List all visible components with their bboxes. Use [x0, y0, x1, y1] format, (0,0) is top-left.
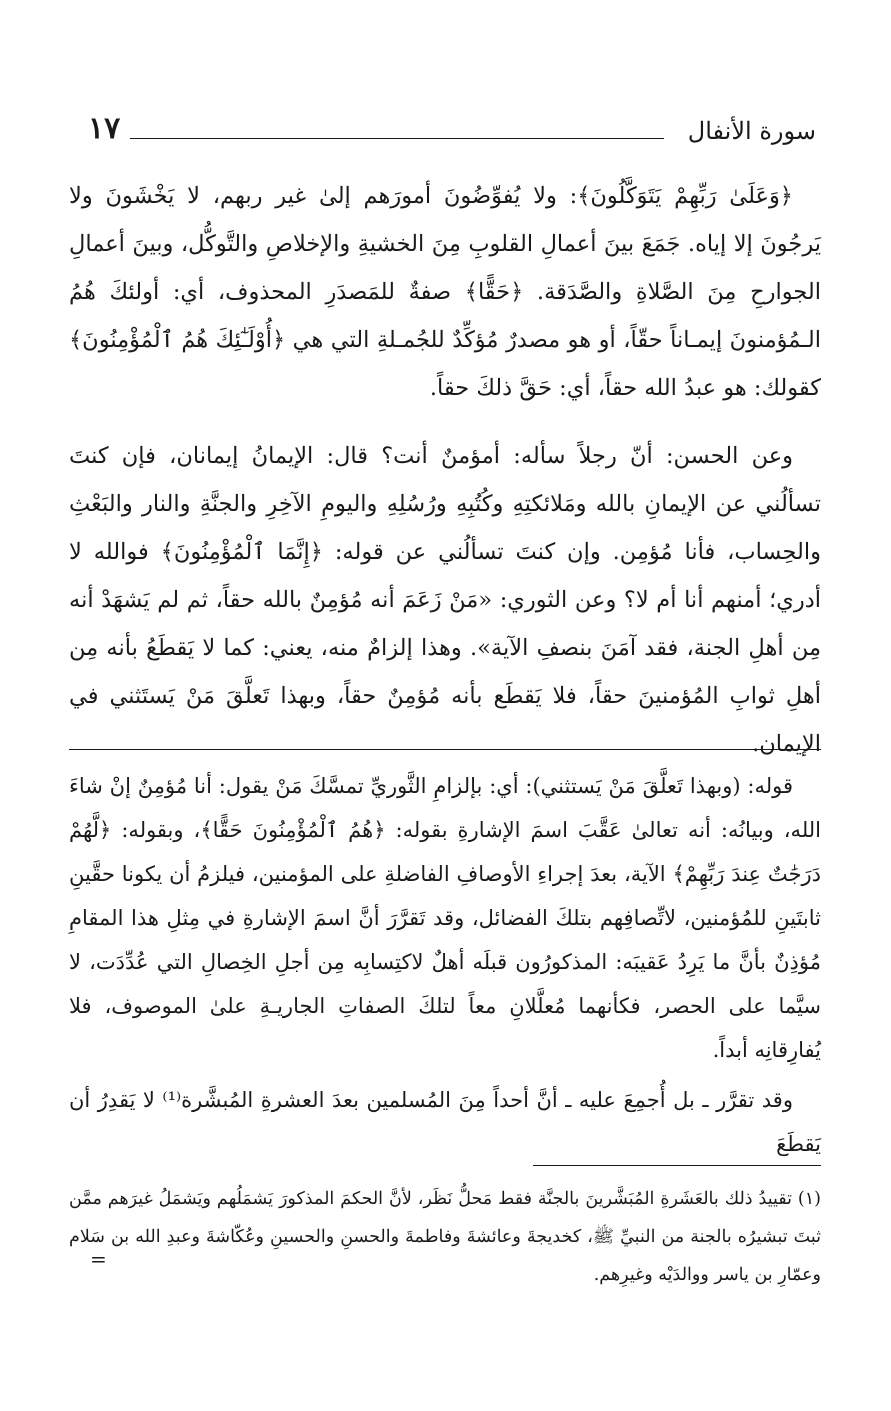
commentary-paragraph: وقد تقرَّر ـ بل أُجمِعَ عليه ـ أنَّ أحداً مِنَ المُسلمين بعدَ العشرةِ المُبشَّرة⁽¹⁾ لا يَقدِرُ أن يَقطَعَ: [69, 1088, 821, 1156]
section-divider: [69, 749, 821, 750]
header-rule: [130, 138, 664, 139]
continuation-mark: =: [90, 1247, 107, 1271]
commentary-text: [69, 764, 821, 1166]
main-paragraph: وعن الحسن: أنّ رجلاً سأله: أمؤمنٌ أنت؟ قال: الإيمانُ إيمانان، فإن كنتَ تسألُني عن الإيمانِ بالله ومَلائكتِهِ وكُتُبِهِ ورُسُلِهِ واليومِ الآخِرِ والجنَّةِ والنار والبَعْثِ والحِساب، فأنا مُؤمِن. وإن كنتَ تسألُني عن قوله: ﴿إِنَّمَا ٱلْمُؤْمِنُونَ﴾ فوالله لا أدري؛ أمنهم أنا أم لا؟ وعن الثوري: «مَنْ زَعَمَ أنه مُؤمِنٌ بالله حقاً، ثم لم يَشهَدْ أنه مِن أهلِ الجنة، فقد آمَنَ بنصفِ الآية». وهذا إلزامٌ منه، يعني: كما لا يَقطَعُ بأنه مِن أهلِ ثوابِ المُؤمنينَ حقاً، فلا يَقطَع بأنه مُؤمِنٌ حقاً، وبهذا تَعلَّقَ مَنْ يَستَثني في الإيمان.: [69, 443, 821, 757]
footnote: (١) تقييدُ ذلك بالعَشَرةِ المُبَشَّرينَ بالجنَّة فقط مَحلُّ نَظَر، لأنَّ الحكمَ المذكورَ يَشمَلُهم ويَشمَلُ غيرَهم ممَّن ثبتَ تبشيرُه بالجنة من النبيِّ ﷺ، كخديجةَ وعائشةَ وفاطمةَ والحسنِ والحسينِ وعُكّاشةَ وعبدِ الله بن سَلام وعمّارِ بن ياسر ووالدَيْه وغيرِهم.: [69, 1189, 821, 1285]
main-text: [69, 172, 821, 768]
main-paragraph: ﴿وَعَلَىٰ رَبِّهِمْ يَتَوَكَّلُونَ﴾: ولا يُفوِّضُونَ أمورَهم إلىٰ غير ربهم، لا يَخْشَونَ ولا يَرجُونَ إلا إياه. جَمَعَ بينَ أعمالِ القلوبِ مِنَ الخشيةِ والإخلاصِ والتَّوكُّل، وبينَ أعمالِ الجوارحِ مِنَ الصَّلاةِ والصَّدَقة. ﴿حَقًّا﴾ صفةٌ للمَصدَرِ المحذوف، أي: أولئكَ هُمُ الـمُؤمنونَ إيمـاناً حقّاً، أو هو مصدرٌ مُؤكِّدٌ للجُمـلةِ التي هي ﴿أُوْلَـٰٓئِكَ هُمُ ٱلْمُؤْمِنُونَ﴾ كقولك: هو عبدُ الله حقاً، أي: حَقَّ ذلكَ حقاً.: [69, 183, 821, 401]
page-number: ١٧: [88, 111, 121, 146]
footnote-rule: [533, 1165, 821, 1166]
surah-title: سورة الأنفال: [687, 117, 816, 145]
commentary-paragraph: قوله: (وبهذا تَعلَّقَ مَنْ يَستثني): أي: بإلزامِ الثَّوريِّ تمسَّكَ مَنْ يقول: أنا مُؤمِنٌ إنْ شاءَ الله، وبيانُه: أنه تعالىٰ عَقَّبَ اسمَ الإشارةِ بقوله: ﴿هُمُ ٱلْمُؤْمِنُونَ حَقًّا﴾، وبقوله: ﴿لَّهُمْ دَرَجَٰتٌ عِندَ رَبِّهِمْ﴾ الآية، بعدَ إجراءِ الأوصافِ الفاضلةِ على المؤمنين، فيلزمُ أن يكونا حقَّينِ ثابتَينِ للمُؤمنين، لاتِّصافِهم بتلكَ الفضائل، وقد تَقرَّرَ أنَّ اسمَ الإشارةِ في مِثلِ هذا المقامِ مُؤذِنٌ بأنَّ ما يَرِدُ عَقيبَه: المذكورُون قبلَه أهلٌ لاكتِسابِه مِن أجلِ الخِصالِ التي عُدِّدَت، لا سيَّما على الحصر، فكأنهما مُعلَّلانِ معاً لتلكَ الصفاتِ الجاريـةِ علىٰ الموصوف، فلا يُفارِقانِه أبداً.: [69, 774, 821, 1062]
running-header: [88, 112, 816, 152]
footnotes: [69, 1180, 821, 1294]
